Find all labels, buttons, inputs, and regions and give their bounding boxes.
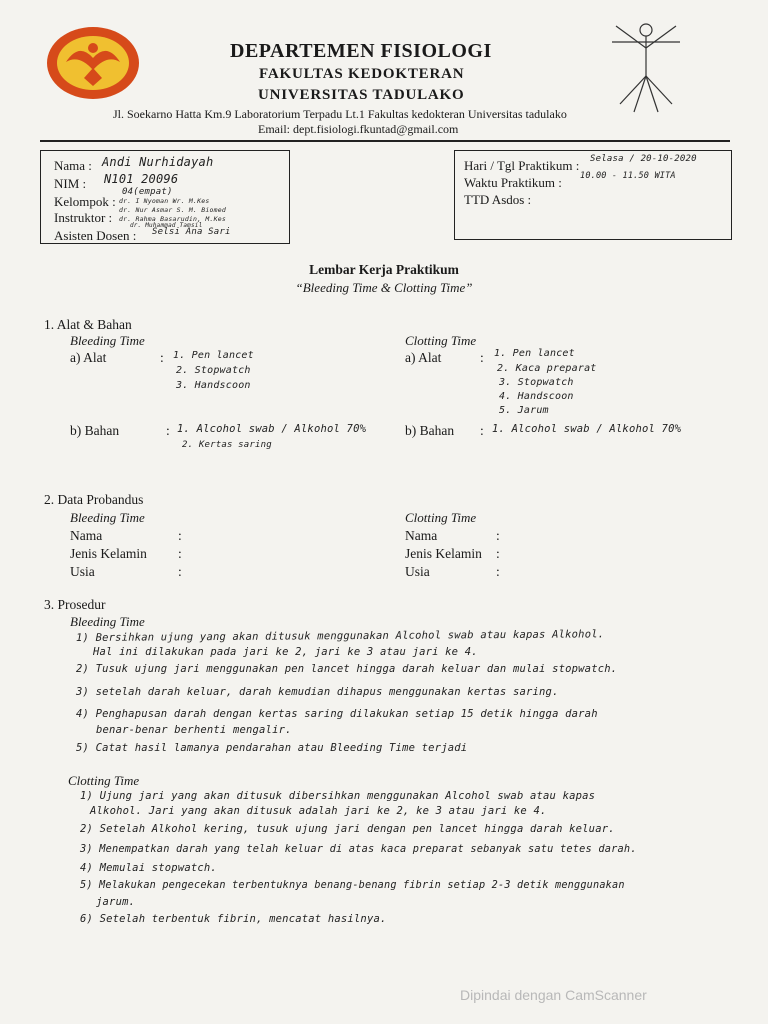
clotting-alat-2: 2. Kaca preparat <box>497 363 597 374</box>
section1-bleeding-label: Bleeding Time <box>70 333 145 348</box>
instruktor-1: dr. I Nyoman Wr. M.Kes <box>119 197 210 205</box>
section2-heading: 2. Data Probandus <box>44 492 144 507</box>
department-title: DEPARTEMEN FISIOLOGI <box>230 40 492 62</box>
clotting-step-line-8: 6) Setelah terbentuk fibrin, mencatat hasilnya. <box>80 913 387 925</box>
clotting-alat-label: a) Alat <box>405 350 442 365</box>
bleeding-usia-colon: : <box>178 564 182 579</box>
bleeding-step-line-2: Hal ini dilakukan pada jari ke 2, jari ke 3 atau jari ke 4. <box>93 646 478 658</box>
clotting-alat-4: 4. Handscoon <box>499 391 574 402</box>
waktu-label: Waktu Praktikum : <box>464 175 562 190</box>
clotting-usia-colon: : <box>496 564 500 579</box>
bleeding-alat-label: a) Alat <box>70 350 107 365</box>
bleeding-bahan-label: b) Bahan <box>70 423 120 438</box>
section3-heading: 3. Prosedur <box>44 597 106 612</box>
faculty-title: FAKULTAS KEDOKTERAN <box>259 66 465 82</box>
nim-label: NIM : <box>54 176 87 191</box>
instruktor-3: dr. Rahma Basarudin, M.Kes <box>119 215 226 223</box>
clotting-alat-3: 3. Stopwatch <box>499 377 574 388</box>
nim-value: N101 20096 <box>104 172 179 186</box>
bleeding-alat-colon: : <box>160 350 164 365</box>
clotting-jk-colon: : <box>496 546 500 561</box>
clotting-step-line-3: 2) Setelah Alkohol kering, tusuk ujung jari dengan pen lancet hingga darah keluar. <box>80 823 615 835</box>
kelompok-label: Kelompok : <box>54 194 116 209</box>
clotting-step-line-4: 3) Menempatkan darah yang telah keluar di atas kaca preparat sebanyak satu tetes darah. <box>80 843 637 855</box>
section2-bleeding-label: Bleeding Time <box>70 510 145 525</box>
clotting-nama-colon: : <box>496 528 500 543</box>
bleeding-alat-3: 3. Handscoon <box>176 380 251 391</box>
camscanner-watermark: Dipindai dengan CamScanner <box>460 987 647 1003</box>
address: Jl. Soekarno Hatta Km.9 Laboratorium Terpadu Lt.1 Fakultas kedokteran Universitas tadulako <box>113 107 567 121</box>
asisten-label: Asisten Dosen : <box>54 228 137 243</box>
vitruvian-man-icon <box>606 18 686 118</box>
nama-value: Andi Nurhidayah <box>102 155 214 169</box>
waktu-value: 10.00 - 11.50 WITA <box>580 171 676 181</box>
bleeding-step-line-5: 4) Penghapusan darah dengan kertas saring dilakukan setiap 15 detik hingga darah <box>76 708 598 720</box>
instruktor-4: dr. Muhammad Tamsil <box>130 222 203 229</box>
bleeding-step-line-1: 1) Bersihkan ujung yang akan ditusuk menggunakan Alcohol swab atau kapas Alkohol. <box>75 628 605 644</box>
section1-heading: 1. Alat & Bahan <box>44 317 132 332</box>
section2-clotting-label: Clotting Time <box>405 510 477 525</box>
clotting-bahan-1: 1. Alcohol swab / Alkohol 70% <box>492 423 682 435</box>
clotting-nama-label: Nama <box>405 528 438 543</box>
bleeding-nama-colon: : <box>178 528 182 543</box>
bleeding-step-line-4: 3) setelah darah keluar, darah kemudian dihapus menggunakan kertas saring. <box>76 686 559 698</box>
bleeding-bahan-colon: : <box>166 423 170 438</box>
bleeding-usia-label: Usia <box>70 564 95 579</box>
clotting-alat-5: 5. Jarum <box>499 405 549 416</box>
ttd-label: TTD Asdos : <box>464 192 532 207</box>
email: Email: dept.fisiologi.fkuntad@gmail.com <box>258 122 459 136</box>
university-emblem-icon <box>44 24 142 102</box>
section3-bleeding-label: Bleeding Time <box>70 614 145 629</box>
bleeding-bahan-1: 1. Alcohol swab / Alkohol 70% <box>177 423 367 435</box>
instruktor-2: dr. Nur Asmar S. M. Biomed <box>119 206 226 214</box>
university-title: UNIVERSITAS TADULAKO <box>258 87 465 103</box>
section1-clotting-label: Clotting Time <box>405 333 477 348</box>
nama-label: Nama : <box>54 158 92 173</box>
clotting-alat-1: 1. Pen lancet <box>494 348 575 359</box>
clotting-step-line-7: jarum. <box>96 896 136 908</box>
bleeding-jk-label: Jenis Kelamin <box>70 546 147 561</box>
clotting-usia-label: Usia <box>405 564 430 579</box>
clotting-step-line-2: Alkohol. Jari yang akan ditusuk adalah jari ke 2, ke 3 atau jari ke 4. <box>90 805 547 817</box>
bleeding-nama-label: Nama <box>70 528 103 543</box>
clotting-step-line-5: 4) Memulai stopwatch. <box>80 862 217 874</box>
section3-clotting-label: Clotting Time <box>68 773 140 788</box>
hari-label: Hari / Tgl Praktikum : <box>464 158 580 173</box>
header-divider <box>40 140 730 142</box>
worksheet-title: Lembar Kerja Praktikum <box>309 262 459 277</box>
clotting-step-line-1: 1) Ujung jari yang akan ditusuk dibersihkan menggunakan Alcohol swab atau kapas <box>80 790 596 802</box>
bleeding-jk-colon: : <box>178 546 182 561</box>
asisten-value: Selsi Ana Sari <box>152 227 231 237</box>
bleeding-step-line-3: 2) Tusuk ujung jari menggunakan pen lancet hingga darah keluar dan mulai stopwatch. <box>76 663 618 675</box>
kelompok-value: 04(empat) <box>122 187 173 197</box>
bleeding-step-line-7: 5) Catat hasil lamanya pendarahan atau Bleeding Time terjadi <box>76 742 468 754</box>
clotting-alat-colon: : <box>480 350 484 365</box>
instruktor-label: Instruktor : <box>54 210 113 225</box>
bleeding-alat-1: 1. Pen lancet <box>173 350 254 361</box>
clotting-jk-label: Jenis Kelamin <box>405 546 482 561</box>
clotting-step-line-6: 5) Melakukan pengecekan terbentuknya benang-benang fibrin setiap 2-3 detik menggunakan <box>80 880 625 891</box>
bleeding-alat-2: 2. Stopwatch <box>176 365 251 376</box>
hari-value: Selasa / 20-10-2020 <box>590 154 697 164</box>
bleeding-bahan-2: 2. Kertas saring <box>182 440 272 450</box>
bleeding-step-line-6: benar-benar berhenti mengalir. <box>96 724 292 736</box>
clotting-bahan-colon: : <box>480 423 484 438</box>
clotting-bahan-label: b) Bahan <box>405 423 455 438</box>
worksheet-subtitle: “Bleeding Time & Clotting Time” <box>295 280 473 295</box>
